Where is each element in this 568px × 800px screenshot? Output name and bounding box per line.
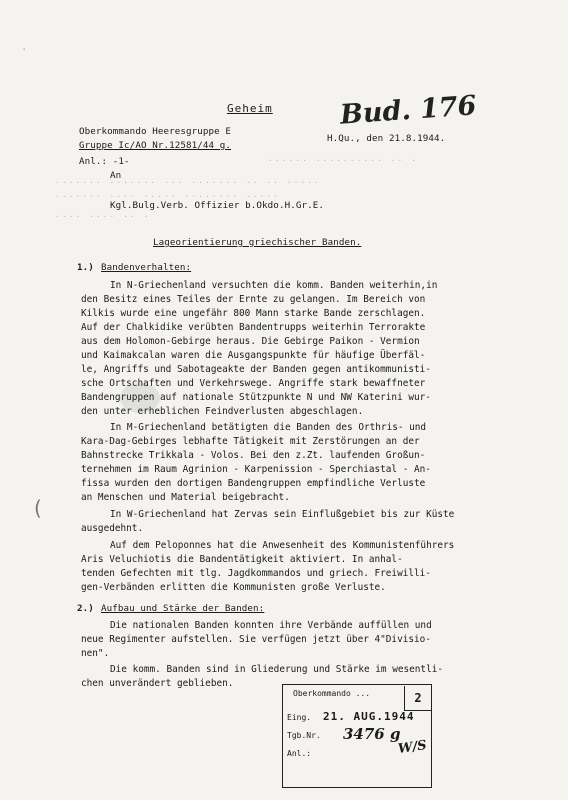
stamp-reg-label: Tgb.Nr.: [287, 731, 321, 740]
section-1-line: Kilkis wurde eine ungefähr 800 Mann starke Bande zerschlagen.: [81, 308, 426, 319]
section-1-line: le, Angriffs und Sabotageakte der Banden gegen antikommunisti-: [81, 364, 431, 375]
section-1-line: Auf der Chalkidike verübten Bandentrupps weiterhin Terrorakte: [81, 322, 426, 333]
stamp-received-label: Eing.: [287, 713, 312, 722]
stamp-heading: Oberkommando ...: [293, 689, 371, 698]
section-1-line: und Kaimakcalan waren die Ausgangspunkte für häufige Überfäl-: [81, 350, 426, 361]
punch-hole-mark-top: ·: [22, 42, 27, 58]
handwritten-initials: W/S: [397, 738, 428, 757]
section-2-line: neue Regimenter aufstellen. Sie verfügen jetzt über 4"Divisio-: [81, 634, 431, 645]
section-2-line: chen unverändert geblieben.: [81, 678, 234, 689]
section-1-line: Kara-Dag-Gebirges lebhafte Tätigkeit mit Zerstörungen an der: [81, 436, 420, 447]
section-1-line: In N-Griechenland versuchten die komm. Banden weiterhin,in: [110, 280, 438, 291]
section-2-line: Die komm. Banden sind in Gliederung und Stärke im wesentli-: [110, 664, 444, 675]
section-2-line: Die nationalen Banden konnten ihre Verbände auffüllen und: [110, 620, 432, 631]
recipient: Kgl.Bulg.Verb. Offizier b.Okdo.H.Gr.E.: [110, 200, 324, 211]
section-1-heading: Bandenverhalten:: [101, 262, 192, 273]
stamp-number-box: 2: [404, 686, 431, 711]
section-1-line: den Besitz eines Teiles der Ernte zu gelangen. Im Bereich von: [81, 294, 426, 305]
punch-hole-mark: (: [34, 496, 42, 520]
faded-distribution-line: ······ ·········· ·· ·: [268, 156, 418, 165]
section-1-line: fissa wurden den dortigen Bandengruppen empfindliche Verluste: [81, 478, 426, 489]
stamp-annex-label: Anl.:: [287, 749, 312, 758]
handwritten-reference: Bud. 176: [339, 90, 478, 131]
section-1-line: an Menschen und Material beigebracht.: [81, 492, 290, 503]
section-1-line: In W-Griechenland hat Zervas sein Einflußgebiet bis zur Küste: [110, 509, 455, 520]
section-1-line: Bahnstrecke Trikkala - Volos. Bei den z.Zt. laufenden Großun-: [81, 450, 426, 461]
stamp-received-date: 21. AUG.1944: [323, 710, 415, 723]
section-1-line: ternehmen im Raum Agrinion - Karpenission - Sperchiastal - An-: [81, 464, 431, 475]
section-2-number: 2.): [77, 603, 94, 614]
attachments: Anl.: -1-: [79, 156, 130, 167]
file-reference: Gruppe Ic/AO Nr.12581/44 g.: [79, 140, 232, 151]
faded-distribution-line: ···· ···· ·· ·: [55, 212, 151, 221]
section-1-line: sche Ortschaften und Verkehrswege. Angriffe stark bewaffneter: [81, 378, 426, 389]
section-1-line: tenden Gefechten mit tlg. Jagdkommandos und griech. Freiwilli-: [81, 568, 431, 579]
classification-marking: Geheim: [227, 102, 273, 115]
section-1-line: In M-Griechenland betätigten die Banden des Orthris- und: [110, 422, 427, 433]
section-1-line: den unter erheblichen Feindverlusten abgeschlagen.: [81, 406, 364, 417]
place-and-date: H.Qu., den 21.8.1944.: [327, 133, 446, 144]
section-1-line: Aris Veluchiotis die Bandentätigkeit aktiviert. In anhal-: [81, 554, 403, 565]
faded-distribution-line: ······· ···· ····· ········ ·····: [55, 192, 280, 201]
to-label: An: [110, 170, 122, 181]
issuer: Oberkommando Heeresgruppe E: [79, 126, 232, 137]
section-1-number: 1.): [77, 262, 94, 273]
section-1-line: Auf dem Peloponnes hat die Anwesenheit des Kommunistenführers: [110, 540, 455, 551]
stamp-reg-value: 3476 g: [343, 725, 401, 743]
faded-distribution-line: ······· ······· ··· ······· ·· ·· ·····: [55, 178, 321, 187]
section-1-line: ausgedehnt.: [81, 523, 144, 534]
section-1-line: Bandengruppen auf nationale Stützpunkte N und NW Katerini wur-: [81, 392, 431, 403]
document-title: Lageorientierung griechischer Banden.: [153, 237, 362, 248]
section-2-heading: Aufbau und Stärke der Banden:: [101, 603, 265, 614]
section-1-line: aus dem Holomon-Gebirge heraus. Die Gebirge Paikon - Vermion: [81, 336, 420, 347]
section-2-line: nen".: [81, 648, 110, 659]
section-1-line: gen-Verbänden erlitten die Kommunisten große Verluste.: [81, 582, 386, 593]
